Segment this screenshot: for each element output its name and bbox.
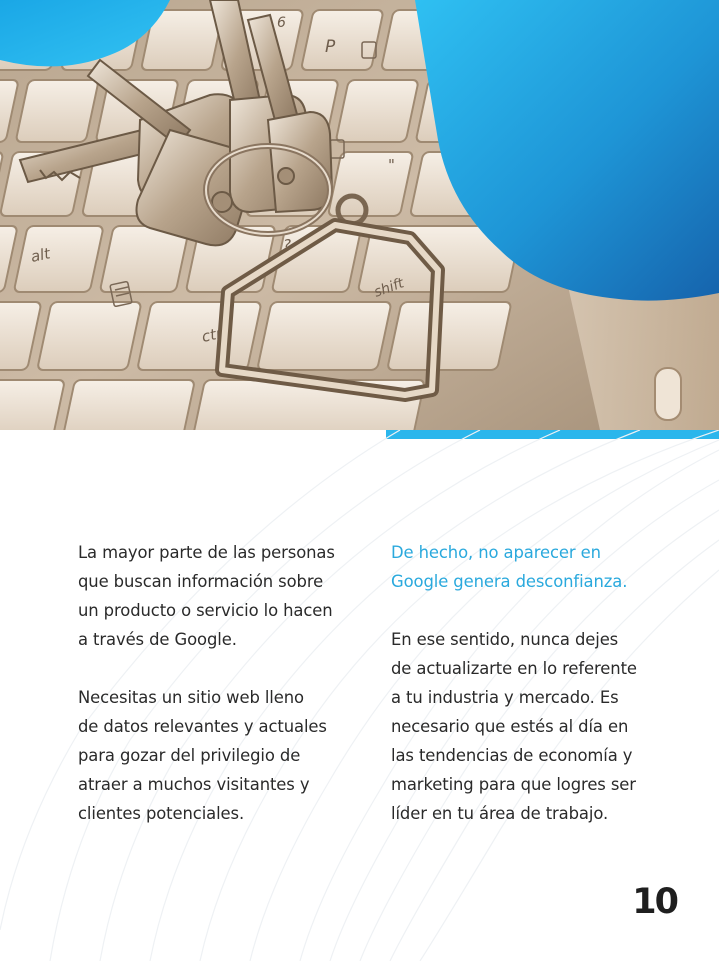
page-number: 10: [632, 882, 677, 922]
header-photo: [0, 0, 719, 430]
key-alt-label: alt: [29, 244, 52, 266]
right-column: [391, 538, 651, 857]
left-paragraph-1: La mayor parte de las personas que buscan información sobre un producto o servicio lo hacen a través de Google.: [78, 543, 335, 649]
key-quote-label: ": [388, 156, 395, 174]
key-six-label: 6: [277, 15, 286, 31]
keys-on-keyboard-photo: [0, 0, 719, 430]
right-highlight: De hecho, no aparecer en Google genera desconfianza.: [391, 543, 628, 591]
accent-bar: [386, 430, 719, 439]
key-p-label: P: [325, 37, 336, 57]
left-paragraph-2: Necesitas un sitio web lleno de datos relevantes y actuales para gozar del privilegio de atraer a muchos visitantes y clientes potenciales.: [78, 688, 327, 823]
key-ctrl-label: ctrl: [200, 323, 228, 346]
key-question-label: ?: [283, 236, 291, 254]
left-column: [78, 538, 348, 857]
right-paragraph: En ese sentido, nunca dejes de actualizarte en lo referente a tu industria y mercado. Es necesario que estés al día en las tendencias de economía y marketing para que logres ser líder en tu área de trabajo.: [391, 630, 637, 823]
key-shift-label: shift: [371, 275, 407, 301]
